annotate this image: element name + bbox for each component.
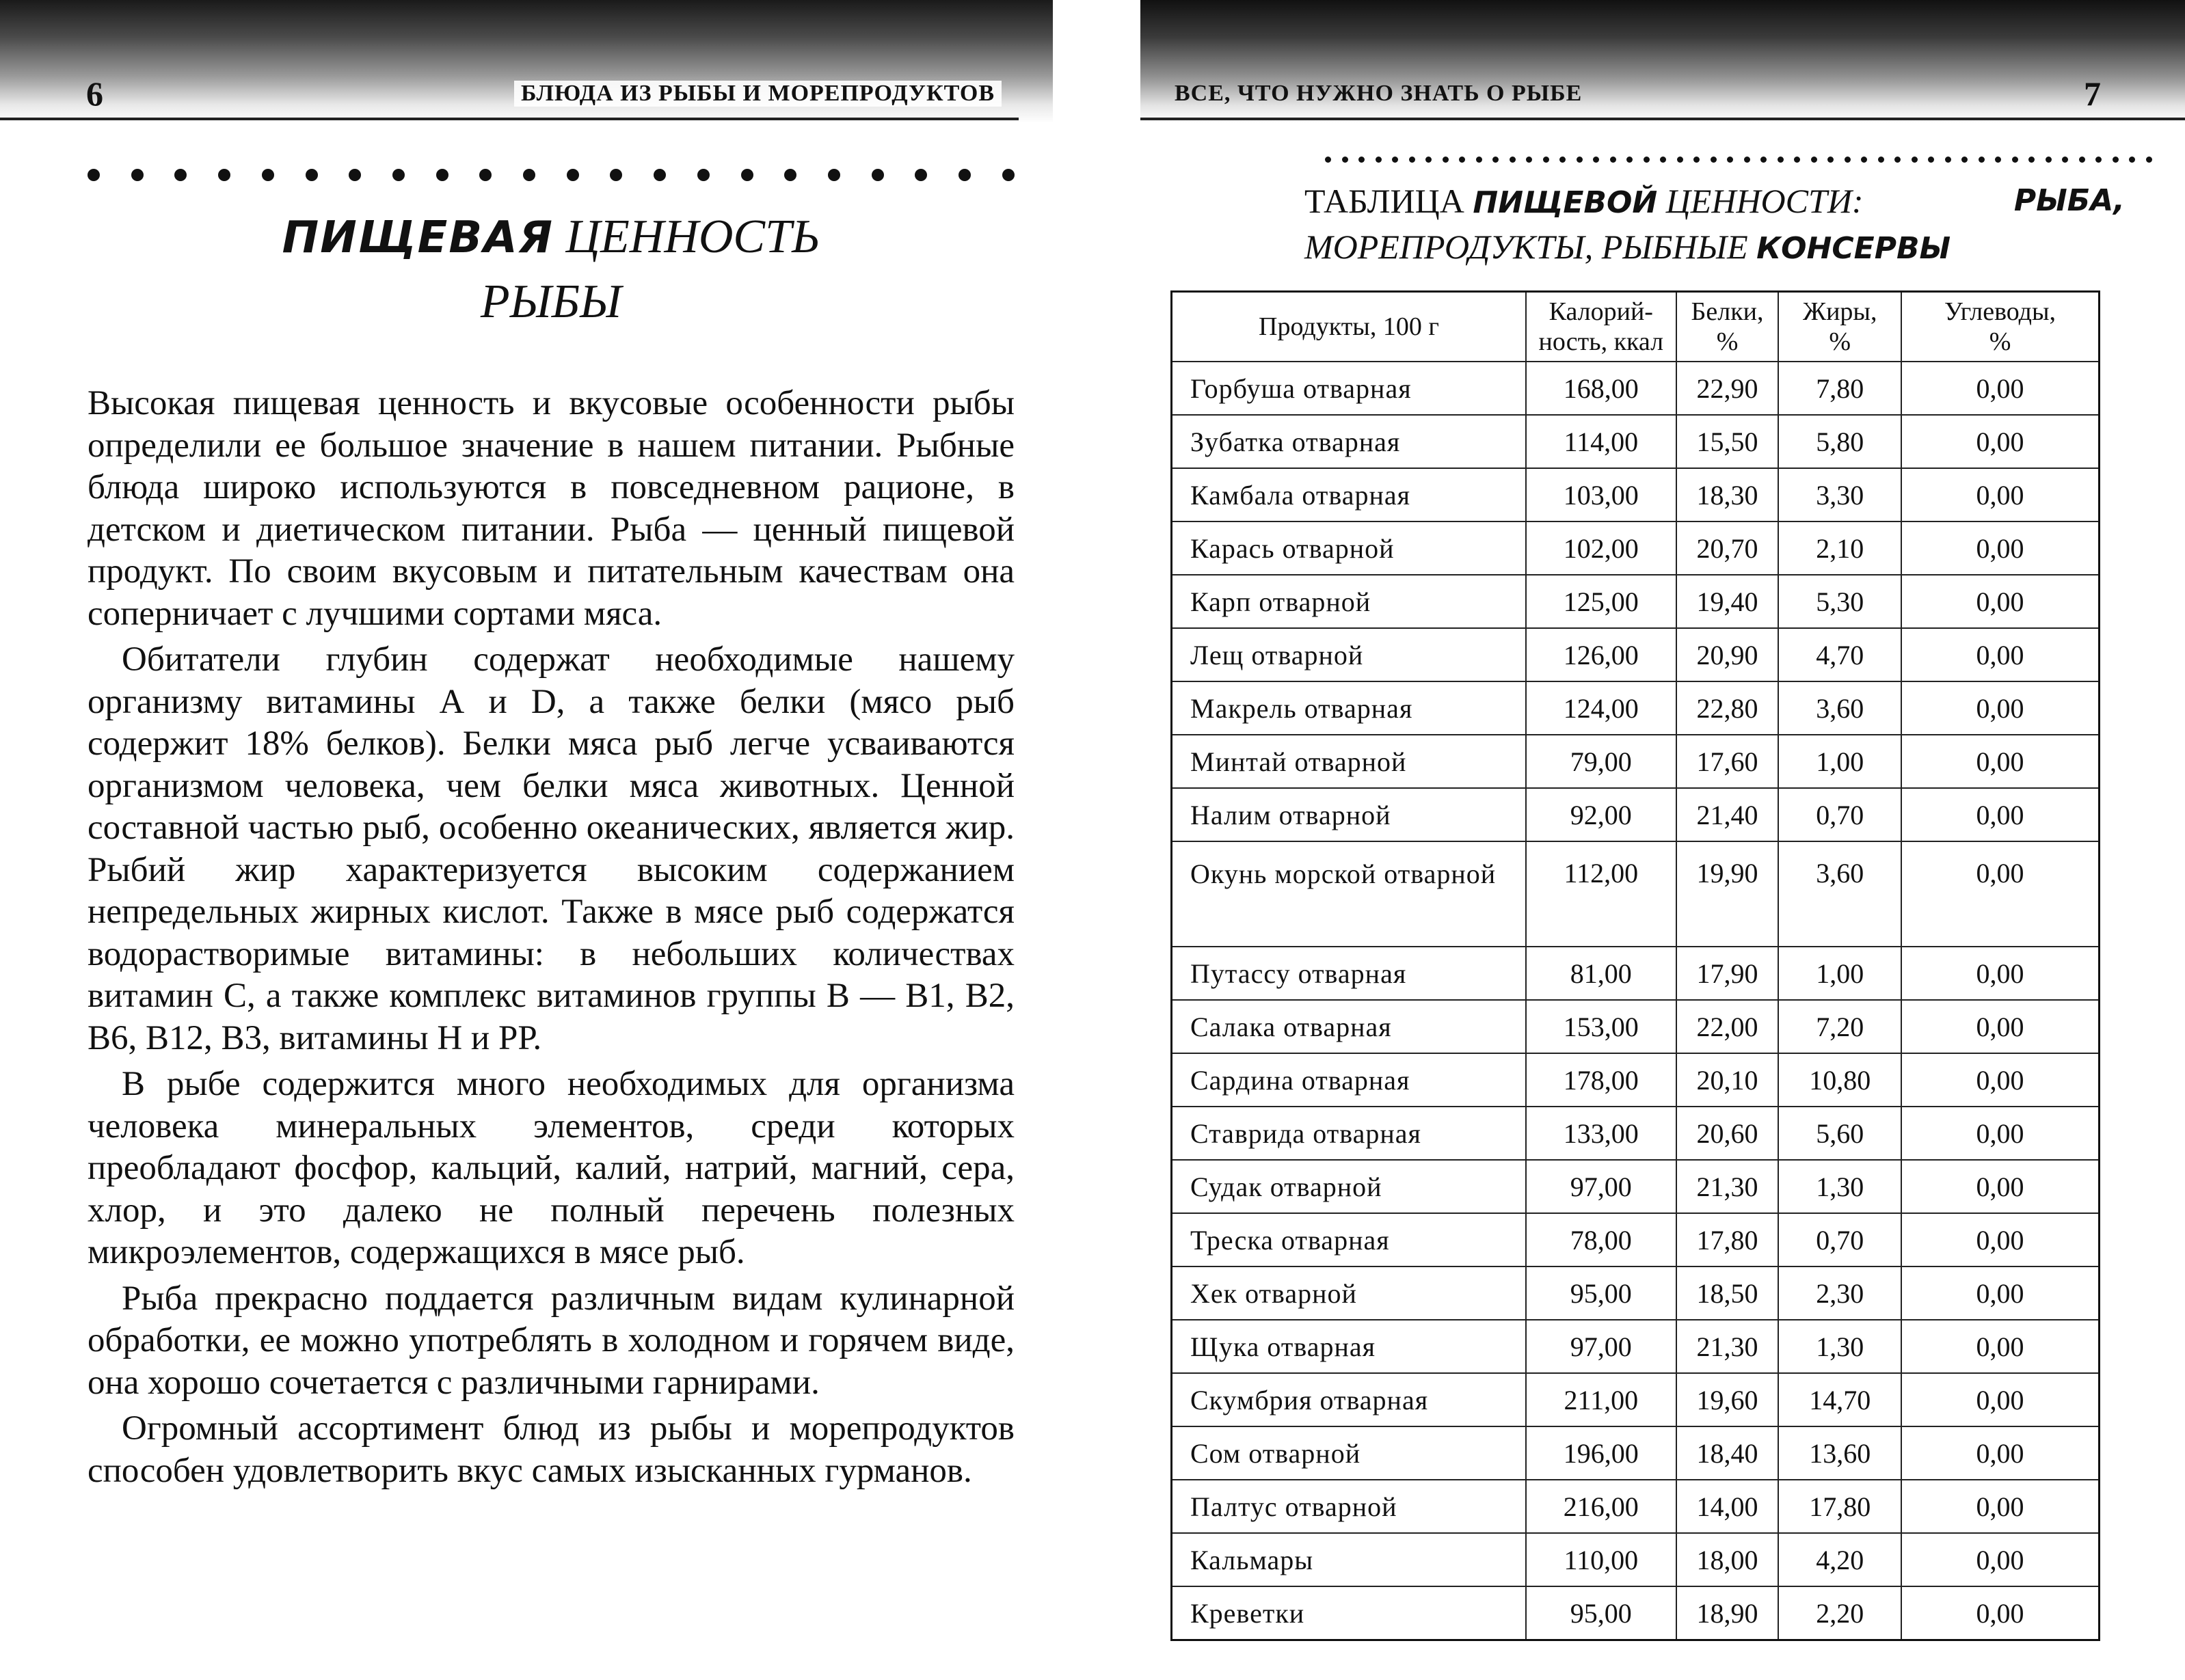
table-row — [1172, 1160, 2100, 1213]
cell-calories: 102,00 — [1526, 521, 1676, 575]
cell-carbs: 0,00 — [1901, 947, 2099, 1000]
cell-product: Ставрида отварная — [1172, 1107, 1526, 1160]
table-body — [1172, 362, 2100, 1640]
cell-fat: 2,20 — [1778, 1586, 1901, 1640]
cell-carbs: 0,00 — [1901, 1266, 2099, 1320]
cell-calories: 126,00 — [1526, 628, 1676, 681]
cell-protein: 18,40 — [1676, 1426, 1779, 1480]
table-row — [1172, 628, 2100, 681]
table-row — [1172, 1000, 2100, 1053]
cell-protein: 20,10 — [1676, 1053, 1779, 1107]
cell-carbs: 0,00 — [1901, 1107, 2099, 1160]
cell-carbs: 0,00 — [1901, 1426, 2099, 1480]
cell-product: Минтай отварной — [1172, 735, 1526, 788]
cell-fat: 0,70 — [1778, 1213, 1901, 1266]
title-word: ЦЕННОСТЬ — [565, 211, 820, 263]
column-header-protein: Белки, % — [1676, 292, 1779, 362]
paragraph: Огромный ассортимент блюд из рыбы и морепродуктов способен удовлетворить вкус самых изысканных гурманов. — [88, 1409, 1015, 1490]
table-row — [1172, 1107, 2100, 1160]
cell-carbs: 0,00 — [1901, 1586, 2099, 1640]
cell-product: Сардина отварная — [1172, 1053, 1526, 1107]
cell-carbs: 0,00 — [1901, 1053, 2099, 1107]
table-row — [1172, 1533, 2100, 1586]
column-header-fat: Жиры, % — [1778, 292, 1901, 362]
cell-carbs: 0,00 — [1901, 468, 2099, 521]
column-header-products: Продукты, 100 г — [1172, 292, 1526, 362]
cell-product: Щука отварная — [1172, 1320, 1526, 1373]
header-rule — [0, 118, 1019, 120]
page-number: 6 — [86, 74, 103, 113]
cell-fat: 2,30 — [1778, 1266, 1901, 1320]
cell-carbs: 0,00 — [1901, 415, 2099, 468]
cell-carbs: 0,00 — [1901, 788, 2099, 841]
cell-fat: 1,00 — [1778, 947, 1901, 1000]
cell-product: Зубатка отварная — [1172, 415, 1526, 468]
cell-product: Налим отварной — [1172, 788, 1526, 841]
cell-fat: 0,70 — [1778, 788, 1901, 841]
nutrition-table — [1170, 290, 2100, 1641]
cell-fat: 1,30 — [1778, 1160, 1901, 1213]
cell-calories: 125,00 — [1526, 575, 1676, 628]
cell-calories: 78,00 — [1526, 1213, 1676, 1266]
table-row — [1172, 468, 2100, 521]
cell-carbs: 0,00 — [1901, 1213, 2099, 1266]
cell-product: Камбала отварная — [1172, 468, 1526, 521]
cell-fat: 10,80 — [1778, 1053, 1901, 1107]
cell-product: Треска отварная — [1172, 1213, 1526, 1266]
cell-calories: 196,00 — [1526, 1426, 1676, 1480]
cell-protein: 18,90 — [1676, 1586, 1779, 1640]
cell-carbs: 0,00 — [1901, 681, 2099, 735]
column-header-calories: Калорий- ность, ккал — [1526, 292, 1676, 362]
cell-product: Карась отварной — [1172, 521, 1526, 575]
running-head: БЛЮДА ИЗ РЫБЫ И МОРЕПРОДУКТОВ — [514, 81, 1002, 107]
title-line2: РЫБЫ — [480, 275, 622, 328]
cell-product: Кальмары — [1172, 1533, 1526, 1586]
table-row — [1172, 788, 2100, 841]
cell-calories: 178,00 — [1526, 1053, 1676, 1107]
running-head: ВСЕ, ЧТО НУЖНО ЗНАТЬ О РЫБЕ — [1175, 81, 1583, 106]
table-header-row — [1172, 292, 2100, 362]
table-title-word: МОРЕПРОДУКТЫ, РЫБНЫЕ — [1304, 228, 1748, 266]
table-title-word: ПИЩЕВОЙ — [1473, 185, 1658, 220]
cell-fat: 5,80 — [1778, 415, 1901, 468]
cell-fat: 7,80 — [1778, 362, 1901, 415]
cell-protein: 21,30 — [1676, 1160, 1779, 1213]
book-gutter — [1053, 0, 1140, 1680]
cell-product: Креветки — [1172, 1586, 1526, 1640]
cell-carbs: 0,00 — [1901, 735, 2099, 788]
cell-calories: 79,00 — [1526, 735, 1676, 788]
cell-protein: 22,90 — [1676, 362, 1779, 415]
cell-product: Сом отварной — [1172, 1426, 1526, 1480]
cell-carbs: 0,00 — [1901, 1373, 2099, 1426]
cell-protein: 19,60 — [1676, 1373, 1779, 1426]
cell-protein: 19,40 — [1676, 575, 1779, 628]
cell-protein: 20,60 — [1676, 1107, 1779, 1160]
cell-calories: 168,00 — [1526, 362, 1676, 415]
cell-fat: 3,60 — [1778, 681, 1901, 735]
cell-carbs: 0,00 — [1901, 1480, 2099, 1533]
table-row — [1172, 1320, 2100, 1373]
table-row — [1172, 1266, 2100, 1320]
cell-product: Путассу отварная — [1172, 947, 1526, 1000]
cell-calories: 92,00 — [1526, 788, 1676, 841]
table-row — [1172, 362, 2100, 415]
article-body — [88, 383, 1015, 1496]
column-header-carbs: Углеводы, % — [1901, 292, 2099, 362]
cell-calories: 103,00 — [1526, 468, 1676, 521]
table-row — [1172, 735, 2100, 788]
cell-carbs: 0,00 — [1901, 628, 2099, 681]
table-row — [1172, 947, 2100, 1000]
cell-calories: 81,00 — [1526, 947, 1676, 1000]
cell-protein: 15,50 — [1676, 415, 1779, 468]
table-title-word: ТАБЛИЦА — [1304, 182, 1464, 220]
cell-calories: 95,00 — [1526, 1586, 1676, 1640]
header-rule — [1140, 118, 2185, 120]
left-page — [0, 0, 1053, 1680]
table-row — [1172, 1480, 2100, 1533]
cell-product: Окунь морской отварной — [1172, 841, 1526, 947]
cell-fat: 4,70 — [1778, 628, 1901, 681]
cell-protein: 20,70 — [1676, 521, 1779, 575]
title-bold-word: ПИЩЕВАЯ — [282, 213, 554, 263]
cell-calories: 216,00 — [1526, 1480, 1676, 1533]
page-number: 7 — [2084, 74, 2101, 113]
cell-fat: 3,30 — [1778, 468, 1901, 521]
cell-product: Судак отварной — [1172, 1160, 1526, 1213]
cell-product: Палтус отварной — [1172, 1480, 1526, 1533]
cell-protein: 19,90 — [1676, 841, 1779, 947]
table-title-word: РЫБА, — [2013, 183, 2125, 218]
cell-carbs: 0,00 — [1901, 521, 2099, 575]
cell-carbs: 0,00 — [1901, 1320, 2099, 1373]
cell-protein: 14,00 — [1676, 1480, 1779, 1533]
cell-carbs: 0,00 — [1901, 841, 2099, 947]
cell-carbs: 0,00 — [1901, 575, 2099, 628]
cell-carbs: 0,00 — [1901, 1000, 2099, 1053]
cell-protein: 17,80 — [1676, 1213, 1779, 1266]
table-row — [1172, 1373, 2100, 1426]
cell-protein: 20,90 — [1676, 628, 1779, 681]
cell-calories: 112,00 — [1526, 841, 1676, 947]
cell-calories: 110,00 — [1526, 1533, 1676, 1586]
table-row — [1172, 1053, 2100, 1107]
cell-calories: 97,00 — [1526, 1160, 1676, 1213]
cell-protein: 17,90 — [1676, 947, 1779, 1000]
table-title-word: ЦЕННОСТИ: — [1665, 182, 1864, 220]
table-row — [1172, 1213, 2100, 1266]
table-row — [1172, 1426, 2100, 1480]
cell-product: Горбуша отварная — [1172, 362, 1526, 415]
cell-product: Скумбрия отварная — [1172, 1373, 1526, 1426]
cell-calories: 95,00 — [1526, 1266, 1676, 1320]
cell-product: Карп отварной — [1172, 575, 1526, 628]
cell-fat: 1,30 — [1778, 1320, 1901, 1373]
paragraph: Высокая пищевая ценность и вкусовые особенности рыбы определили ее большое значение в нашем питании. Рыбные блюда широко используются в повседневном рационе, в детском и диетическом питании. Рыба — ценный пищевой продукт. По своим вкусовым и питательным качествам она соперничает с лучшими сортами мяса. — [88, 384, 1015, 633]
cell-fat: 4,20 — [1778, 1533, 1901, 1586]
cell-calories: 124,00 — [1526, 681, 1676, 735]
cell-fat: 13,60 — [1778, 1426, 1901, 1480]
cell-protein: 22,00 — [1676, 1000, 1779, 1053]
cell-protein: 18,30 — [1676, 468, 1779, 521]
cell-protein: 21,40 — [1676, 788, 1779, 841]
table-row — [1172, 575, 2100, 628]
paragraph: Рыба прекрасно поддается различным видам кулинарной обработки, ее можно употреблять в холодном и горячем виде, она хорошо сочетается с различными гарнирами. — [88, 1279, 1015, 1402]
cell-calories: 211,00 — [1526, 1373, 1676, 1426]
table-title-word: КОНСЕРВЫ — [1756, 231, 1951, 266]
table-row — [1172, 681, 2100, 735]
cell-protein: 18,50 — [1676, 1266, 1779, 1320]
page-title — [88, 205, 1015, 334]
cell-fat: 5,30 — [1778, 575, 1901, 628]
cell-product: Лещ отварной — [1172, 628, 1526, 681]
cell-fat: 3,60 — [1778, 841, 1901, 947]
cell-product: Макрель отварная — [1172, 681, 1526, 735]
cell-carbs: 0,00 — [1901, 1533, 2099, 1586]
cell-calories: 97,00 — [1526, 1320, 1676, 1373]
table-row — [1172, 841, 2100, 947]
dot-divider — [88, 167, 1015, 183]
cell-calories: 153,00 — [1526, 1000, 1676, 1053]
cell-calories: 133,00 — [1526, 1107, 1676, 1160]
cell-fat: 14,70 — [1778, 1373, 1901, 1426]
paragraph: В рыбе содержится много необходимых для организма человека минеральных элементов, среди которых преобладают фосфор, кальций, калий, натрий, магний, сера, хлор, и это далеко не полный перечень полезных микроэлементов, содержащихся в мясе рыб. — [88, 1065, 1015, 1271]
cell-fat: 17,80 — [1778, 1480, 1901, 1533]
table-row — [1172, 1586, 2100, 1640]
cell-carbs: 0,00 — [1901, 362, 2099, 415]
cell-product: Хек отварной — [1172, 1266, 1526, 1320]
cell-fat: 2,10 — [1778, 521, 1901, 575]
table-row — [1172, 415, 2100, 468]
table-title — [1304, 179, 2125, 271]
cell-fat: 1,00 — [1778, 735, 1901, 788]
right-page — [1140, 0, 2185, 1680]
cell-product: Салака отварная — [1172, 1000, 1526, 1053]
cell-protein: 21,30 — [1676, 1320, 1779, 1373]
cell-calories: 114,00 — [1526, 415, 1676, 468]
dot-divider — [1325, 154, 2152, 164]
cell-protein: 22,80 — [1676, 681, 1779, 735]
cell-carbs: 0,00 — [1901, 1160, 2099, 1213]
cell-protein: 17,60 — [1676, 735, 1779, 788]
cell-fat: 5,60 — [1778, 1107, 1901, 1160]
cell-protein: 18,00 — [1676, 1533, 1779, 1586]
table-row — [1172, 521, 2100, 575]
cell-fat: 7,20 — [1778, 1000, 1901, 1053]
paragraph: Обитатели глубин содержат необходимые нашему организму витамины А и D, а также белки (мясо рыб содержит 18% белков). Белки мяса рыб легче усваиваются организмом человека, чем белки мяса животных. Ценной составной частью рыб, особенно океанических, является жир. Рыбий жир характеризуется высоким содержанием непредельных жирных кислот. Также в мясе рыб содержатся водорастворимые витамины: в небольших количествах витамин С, а также комплекс витаминов группы В — В1, В2, В6, В12, В3, витамины Н и РР. — [88, 640, 1015, 1057]
